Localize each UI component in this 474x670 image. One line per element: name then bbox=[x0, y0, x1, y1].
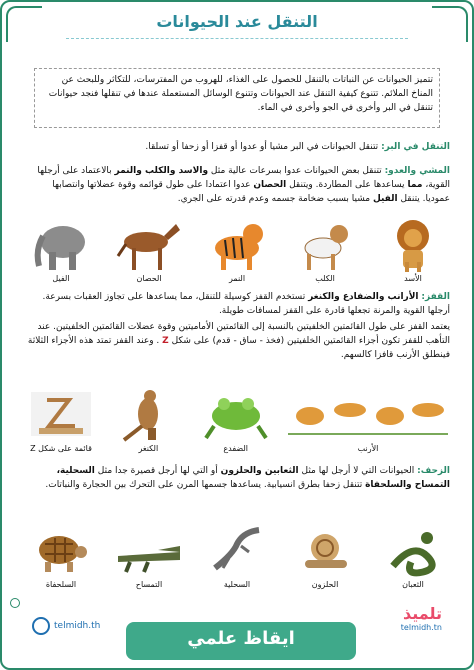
animal-rabbit: الأرنب bbox=[286, 386, 450, 453]
crocodile-icon bbox=[114, 522, 184, 578]
land-section bbox=[24, 140, 450, 154]
animal-elephant: الفيل bbox=[24, 216, 98, 283]
lizard-icon bbox=[207, 522, 267, 578]
brand-right-url: telmidh.tn bbox=[400, 623, 442, 632]
animal-snake: الثعبان bbox=[376, 522, 450, 589]
animal-kangaroo: الكنغر bbox=[111, 386, 185, 453]
elephant-icon bbox=[31, 216, 91, 272]
title-divider bbox=[66, 38, 408, 40]
jumping-section: القفز: الأرانب والضفادع والكنغر تستخدم القفز كوسيلة للتنقل، مما يساعدها على تجاوز العقبات بسرعة. أرجلها القوية والمرنة تجعلها قادرة على القفز لمسافات طويلة. يعتمد القفز على طول القائمتين الخلفيتين بالنسبة إلى القائمتين الأماميتين وقوة عضلات القائمتين الخلفيتين. عند التأهب للقفز تكون أجزاء القائمتين الخلفيتين (فخذ - ساق - قدم) على شكل Z . وعند القفز تمتد هذه الأجزاء الثلاثة فينطلق الأرنب قافزا كالسهم. bbox=[27, 292, 450, 360]
walking-section: المشي والعدو: تتنقل بعض الحيوانات عدوا بسرعات عالية مثل والاسد والكلب والنمر بالاعتماد على أرجلها القوية، مما يساعدها على المطاردة. ويتنقل الحصان عدوا اعتمادا على طول قوائمه وقوة عضلاتها وانتصابها عموديا. يتنقل الفيل مشيا بسبب ضخامة جسمه وعدم قدرته على الجري. bbox=[37, 166, 450, 204]
walking-animals-row bbox=[24, 216, 450, 283]
jumping-animals-row bbox=[24, 386, 450, 453]
dog-icon bbox=[295, 216, 355, 272]
land-text: تتنقل الحيوانات في البر مشيا أو عدوا أو قفزا أو زحفا أو تسلقا. bbox=[145, 142, 379, 152]
lion-icon bbox=[383, 216, 443, 272]
z-shape-icon bbox=[29, 386, 93, 442]
header bbox=[26, 12, 448, 46]
crawling-animals-row bbox=[24, 522, 450, 589]
walking-label: المشي والعدو: bbox=[384, 166, 450, 176]
brand-right bbox=[401, 604, 442, 632]
page-title: التنقل عند الحيوانات bbox=[156, 12, 318, 31]
tiger-icon bbox=[207, 216, 267, 272]
rabbit-icon bbox=[288, 386, 448, 442]
animal-frog: الضفدع bbox=[199, 386, 273, 453]
animal-tiger: النمر bbox=[200, 216, 274, 283]
animal-horse: الحصان bbox=[112, 216, 186, 283]
animal-lion: الأسد bbox=[376, 216, 450, 283]
crawling-section: الزحف: الحيوانات التي لا أرجل لها مثل الثعابين والحلزون أو التي لها أرجل قصيرة جدا مثل السحلية، التمساح والسلحفاة تتنقل زحفا بطرق انسيابية. يساعدها جسمها المرن على التحرك بين الحجارة والنباتات. bbox=[45, 466, 450, 490]
page-indicator-dot bbox=[10, 598, 20, 608]
animal-tortoise: السلحفاة bbox=[24, 522, 98, 589]
snake-icon bbox=[383, 522, 443, 578]
animal-lizard: السحلية bbox=[200, 522, 274, 589]
z-leg-model: قائمة على شكل Z bbox=[24, 386, 98, 453]
kangaroo-icon bbox=[118, 386, 178, 442]
bottom-banner bbox=[126, 622, 356, 660]
banner-text: ايقاظ علمي bbox=[187, 628, 295, 649]
snail-icon bbox=[295, 522, 355, 578]
frog-icon bbox=[204, 386, 268, 442]
globe-icon bbox=[32, 617, 50, 635]
animal-crocodile: التمساح bbox=[112, 522, 186, 589]
brand-left-url: telmidh.th bbox=[54, 621, 101, 631]
intro-box bbox=[34, 68, 440, 128]
tortoise-icon bbox=[31, 522, 91, 578]
animal-dog: الكلب bbox=[288, 216, 362, 283]
brand-logo: تلميذ bbox=[402, 604, 442, 623]
land-label: التنقل في البر: bbox=[381, 142, 450, 152]
intro-text: تتميز الحيوانات عن النباتات بالتنقل للحصول على الغذاء، للهروب من المفترسات، للتكاثر وللبحث عن المناخ الملائم. تتنوع كيفية التنقل عند الحيوانات وتتنوع الوسائل المستعملة عندها في تنقلها فنجد حيوانات تتنقل في البر وأخرى في الجو وأخرى في الماء. bbox=[48, 75, 433, 113]
horse-icon bbox=[114, 216, 184, 272]
animal-snail: الحلزون bbox=[288, 522, 362, 589]
